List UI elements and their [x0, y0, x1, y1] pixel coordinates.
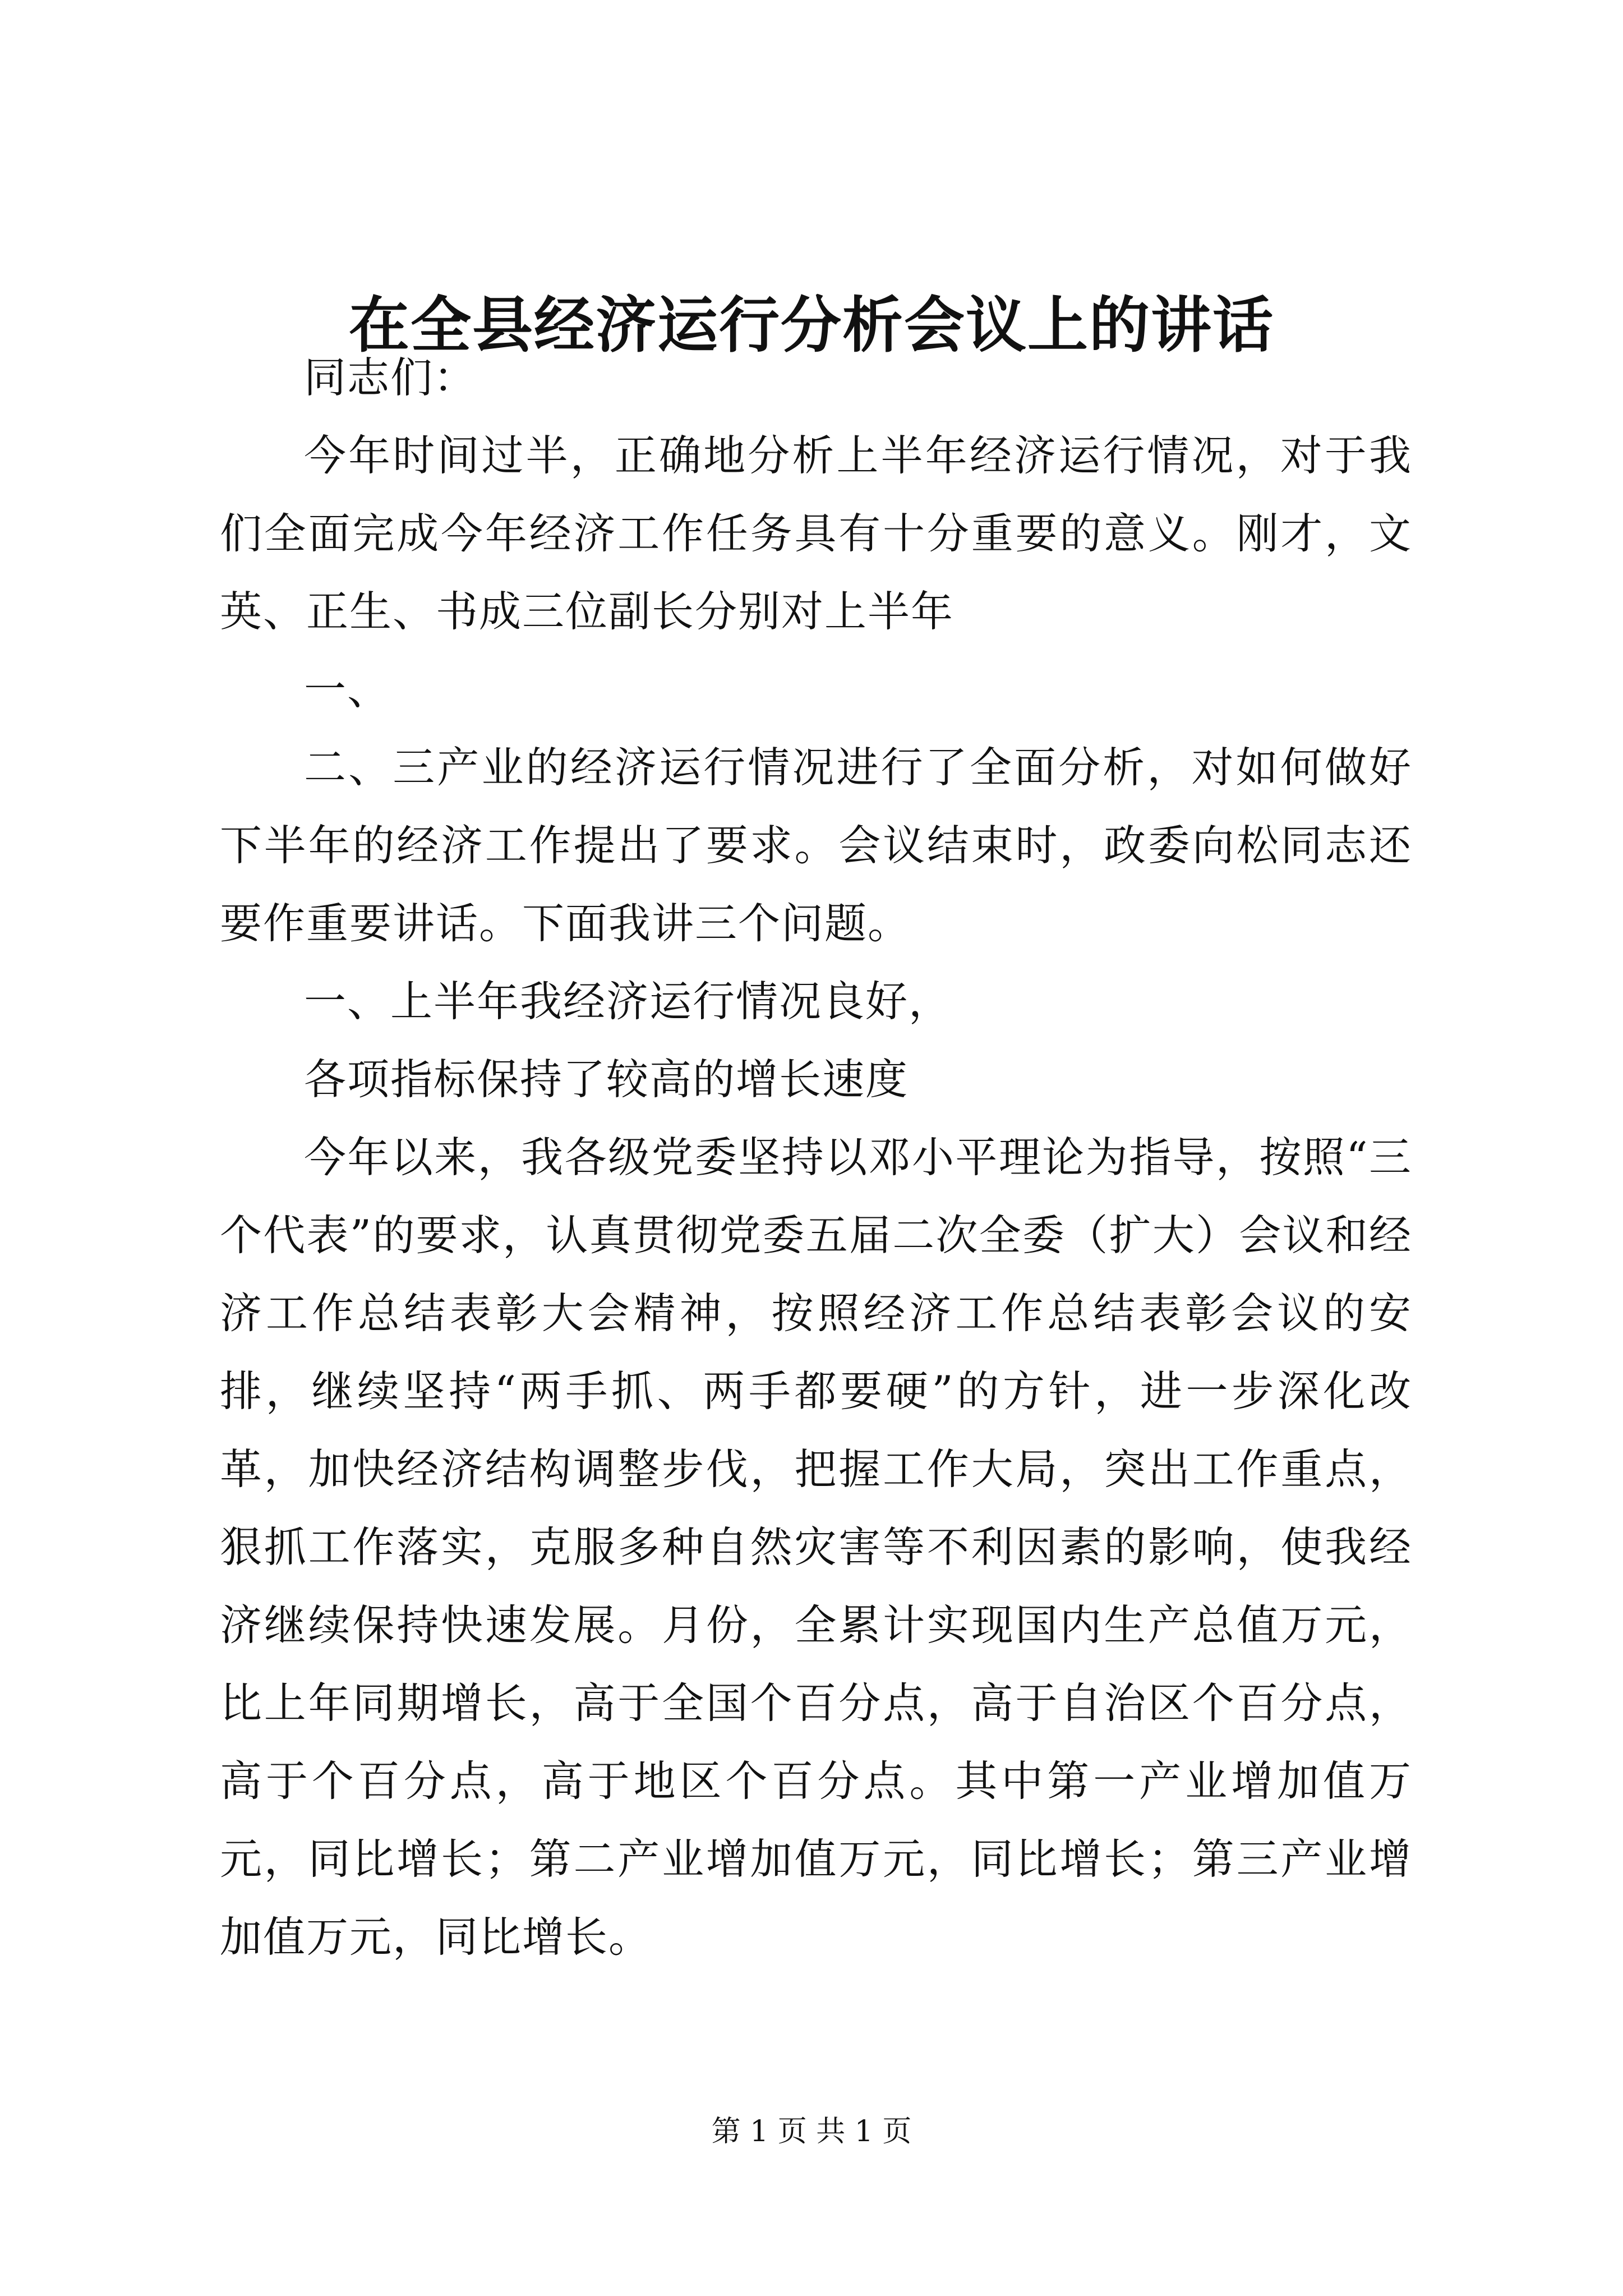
section-heading-one-cont: 各项指标保持了较高的增长速度 — [304, 1055, 909, 1104]
paragraph-intro: 今年时间过半，正确地分析上半年经济运行情况，对于我们全面完成今年经济工作任务具有十分重要的意义。刚才，文英、正生、书成三位副长分别对上半年 — [220, 431, 1412, 636]
document-title: 在全县经济运行分析会议上的讲话 — [348, 290, 1274, 361]
section-heading-one: 一、上半年我经济运行情况良好， — [304, 977, 952, 1026]
salutation: 同志们： — [304, 353, 477, 402]
paragraph-main: 今年以来，我各级党委坚持以邓小平理论为指导，按照“三个代表”的要求，认真贯彻党委五届二次全委（扩大）会议和经济工作总结表彰大会精神，按照经济工作总结表彰会议的安排，继续坚持“两手抓、两手都要硬”的方针，进一步深化改革，加快经济结构调整步伐，把握工作大局，突出工作重点，狠抓工作落实，克服多种自然灾害等不利因素的影响，使我经济继续保持快速发展。月份，全累计实现国内生产总值万元，比上年同期增长，高于全国个百分点，高于自治区个百分点，高于个百分点，高于地区个百分点。其中第一产业增加值万元，同比增长；第二产业增加值万元，同比增长；第三产业增加值万元，同比增长。 — [220, 1133, 1412, 1962]
document-body — [220, 339, 1412, 1976]
page-footer: 第 1 页 共 1 页 — [711, 2115, 912, 2148]
paragraph-continuation: 二、三产业的经济运行情况进行了全面分析，对如何做好下半年的经济工作提出了要求。会议结束时，政委向松同志还要作重要讲话。下面我讲三个问题。 — [220, 743, 1412, 948]
paragraph-item-one: 一、 — [304, 665, 391, 714]
